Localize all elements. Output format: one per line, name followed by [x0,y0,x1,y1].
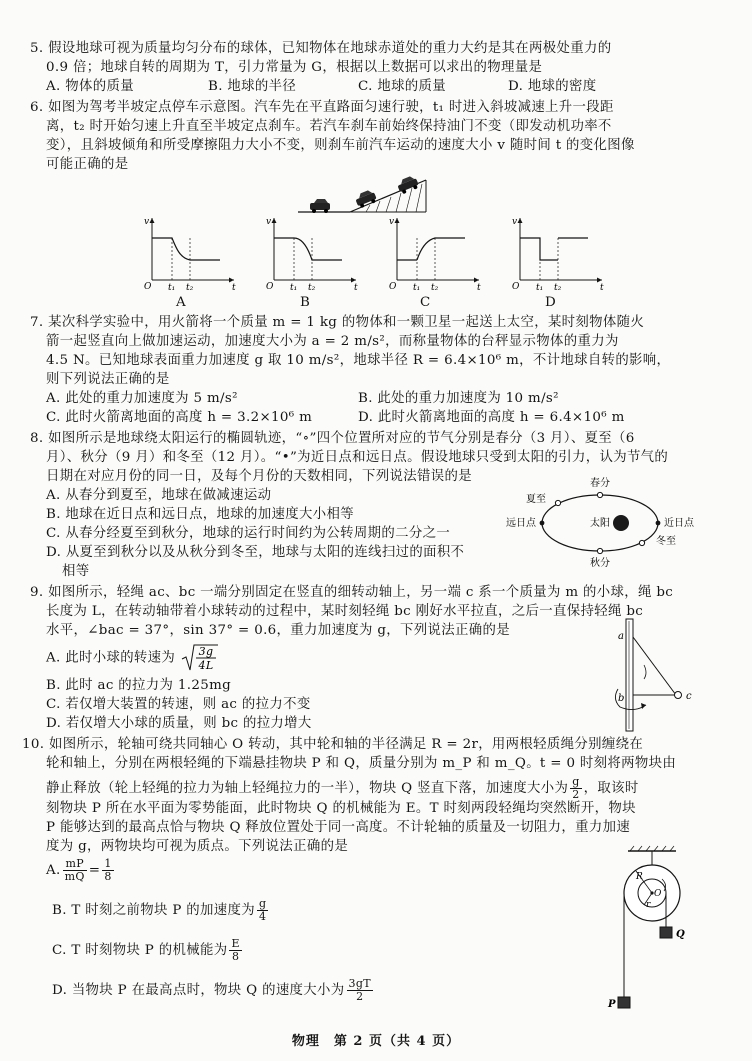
q10-l3-text-end: ，取该时 [583,781,639,796]
q10-option-b: B. T 时刻之前物块 P 的加速度为 $\frac{g}{4}$ [52,897,267,923]
q8-option-d-cont: 相等 [62,564,90,579]
q8-line-3: 日期在对应月份的同一日，及每个月份的天数相同，下列说法错误的是 [46,469,472,484]
svg-text:t₁: t₁ [536,283,544,292]
q9-a-num: 3g [198,645,214,658]
sqrt-sign [180,643,220,673]
q7-option-b: B. 此处的重力加速度为 10 m/s² [358,391,559,406]
vt-graph-c [385,214,485,292]
svg-text:t₂: t₂ [554,283,562,292]
page-footer: 物理 第 2 页（共 4 页） [291,1034,461,1049]
q5-option-a: A. 物体的质量 [46,79,134,94]
graph-label-b: B [300,295,311,310]
label-aphelion: 远日点 [506,518,536,529]
q10-line-5: P 能够达到的最高点恰与物块 Q 释放位置处于同一高度。不计轮轴的质量及一切阻力，重力加速 [46,820,631,835]
q10-line-1: 10. 如图所示，轮轴可绕共同轴心 O 转动，其中轮和轴的半径满足 R = 2r，用两根轻质绳分别缠绕在 [22,737,644,752]
q10-option-a: A. $\frac{mP}{mQ}$ = $\frac{1}{8}$ [46,857,112,883]
vt-graph-d [508,214,608,292]
label-sun: 太阳 [590,518,610,529]
label-R: R [636,872,643,882]
q8-option-c: C. 从春分经夏至到秋分，地球的运行时间约为公转周期的二分之一 [46,526,451,541]
q9-option-c: C. 若仅增大装置的转速，则 ac 的拉力不变 [46,697,311,712]
orbit-diagram [500,476,700,570]
svg-text:v: v [266,217,272,227]
block-p [618,997,630,1008]
label-summer: 夏至 [526,494,546,505]
svg-text:t₂: t₂ [431,283,439,292]
label-b: b [618,693,625,704]
q8-option-b: B. 地球在近日点和远日点，地球的加速度大小相等 [46,507,354,522]
q5-option-b: B. 地球的半径 [208,79,297,94]
q5-option-d: D. 地球的密度 [508,79,597,94]
q6-line-1: 6. 如图为驾考半坡定点停车示意图。汽车先在平直路面匀速行驶，t₁ 时进入斜坡减速上升一段距 [30,100,614,115]
q10-line-4: 刻物块 P 所在水平面为零势能面，此时物块 Q 的机械能为 E。T 时刻两段轻绳均突然断开，物块 [46,801,636,816]
q7-option-c: C. 此时火箭离地面的高度 h = 3.2×10⁶ m [46,410,313,425]
label-a: a [618,631,624,642]
vt-graph-a [140,214,240,292]
graph-label-a: A [176,295,187,310]
q7-option-d: D. 此时火箭离地面的高度 h = 6.4×10⁶ m [358,410,625,425]
q9-option-d: D. 若仅增大小球的质量，则 bc 的拉力增大 [46,716,312,731]
wheel-axle-diagram [606,845,702,1020]
label-Q: Q [676,929,685,940]
label-P: P [608,999,616,1010]
q5-line-2: 0.9 倍；地球自转的周期为 T，引力常量为 G，根据以上数据可以求出的物理量是 [46,60,543,75]
svg-text:t₁: t₁ [168,283,176,292]
q10-option-d: D. 当物块 P 在最高点时，物块 Q 的速度大小为 $\frac{3gT}{2}$ [52,977,371,1003]
svg-text:v: v [512,217,518,227]
q8-line-1: 8. 如图所示是地球绕太阳运行的椭圆轨迹，“∘”四个位置所对应的节气分别是春分（3 月）、夏至（6 [30,431,635,446]
fraction: $\frac{g}{2}$ [572,775,580,801]
car-icon [310,199,330,213]
sun-icon [613,515,629,531]
q5-line-1: 5. 假设地球可视为质量均匀分布的球体，已知物体在地球赤道处的重力大约是其在两极处重力的 [30,41,612,56]
svg-text:t: t [600,283,604,292]
q9-line-1: 9. 如图所示，轻绳 ac、bc 一端分别固定在竖直的细转动轴上，另一端 c 系一个质量为 m 的小球，绳 bc [30,585,674,600]
slope-car-diagram [296,174,432,216]
q6-line-4: 可能正确的是 [46,157,129,172]
label-autumn: 秋分 [590,558,610,569]
svg-text:v: v [144,217,150,227]
q7-line-1: 7. 某次科学实验中，用火箭将一个质量 m = 1 kg 的物体和一颗卫星一起送上太空，某时刻物体随火 [30,315,645,330]
q10-line-6: 度为 g，两物块均可视为质点。下列说法正确的是 [46,839,349,854]
q8-option-d: D. 从夏至到秋分以及从秋分到冬至，地球与太阳的连线扫过的面积不 [46,545,465,560]
q9-a-text: A. 此时小球的转速为 [46,650,176,666]
q5-option-c: C. 地球的质量 [358,79,447,94]
label-c: c [686,691,692,702]
svg-text:O: O [389,282,397,292]
q10-l3-text: 静止释放（轮上轻绳的拉力为轴上轻绳拉力的一半），物块 Q 竖直下落，加速度大小为 [46,781,569,796]
block-q [660,927,672,938]
q10-line-3 [46,776,639,801]
q9-option-b: B. 此时 ac 的拉力为 1.25mg [46,678,232,693]
q7-line-3: 4.5 N。已知地球表面重力加速度 g 取 10 m/s²，地球半径 R = 6.4×10⁶ m，不计地球自转的影响， [46,353,671,368]
svg-text:t₁: t₁ [290,283,298,292]
rotating-shaft-diagram [608,615,704,735]
q8-option-a: A. 从春分到夏至，地球在做减速运动 [46,488,272,503]
label-r: r [646,900,651,910]
q9-a-den: 4L [198,659,214,672]
q8-line-2: 月）、秋分（9 月）和冬至（12 月）。“•”为近日点和远日点。假设地球只受到太阳的引力，认为节气的 [46,450,669,465]
svg-text:v: v [389,217,395,227]
svg-text:t: t [354,283,358,292]
q10-option-c: C. T 时刻物块 P 的机械能为 $\frac{E}{8}$ [52,937,240,963]
svg-text:O: O [266,282,274,292]
q7-option-a: A. 此处的重力加速度为 5 m/s² [46,391,238,406]
svg-text:t₁: t₁ [413,283,421,292]
label-spring: 春分 [590,478,610,489]
q9-line-2: 长度为 L，在转动轴带着小球转动的过程中，某时刻轻绳 bc 刚好水平拉直，之后一直保持轻绳 bc [46,604,644,619]
graph-label-c: C [420,295,431,310]
q7-line-4: 则下列说法正确的是 [46,372,170,387]
svg-text:t: t [232,283,236,292]
label-O: O [654,889,662,899]
svg-text:O: O [512,282,520,292]
vt-graph-b [262,214,362,292]
label-winter: 冬至 [656,536,676,547]
q10-line-2: 轮和轴上，分别在两根轻绳的下端悬挂物块 P 和 Q，质量分别为 m_P 和 m_Q。t = 0 时刻将两物块由 [46,756,677,771]
graph-label-d: D [545,295,557,310]
svg-text:O: O [144,282,152,292]
svg-text:t₂: t₂ [308,283,316,292]
svg-text:t: t [477,283,481,292]
label-perihelion: 近日点 [664,518,694,529]
q9-line-3: 水平，∠bac = 37°，sin 37° = 0.6，重力加速度为 g，下列说法正确的是 [46,623,510,638]
q6-line-2: 离，t₂ 时开始匀速上升直至半坡定点刹车。若汽车刹车前始终保持油门不变（即发动机功率不 [46,119,612,134]
q9-option-a [46,643,220,673]
q6-line-3: 变），且斜坡倾角和所受摩擦阻力大小不变，则刹车前汽车运动的速度大小 v 随时间 t 的变化图像 [46,138,635,153]
q7-line-2: 箭一起竖直向上做加速运动，加速度大小为 a = 2 m/s²，而称量物体的台秤显示物体的重力为 [46,334,619,349]
svg-text:t₂: t₂ [186,283,194,292]
